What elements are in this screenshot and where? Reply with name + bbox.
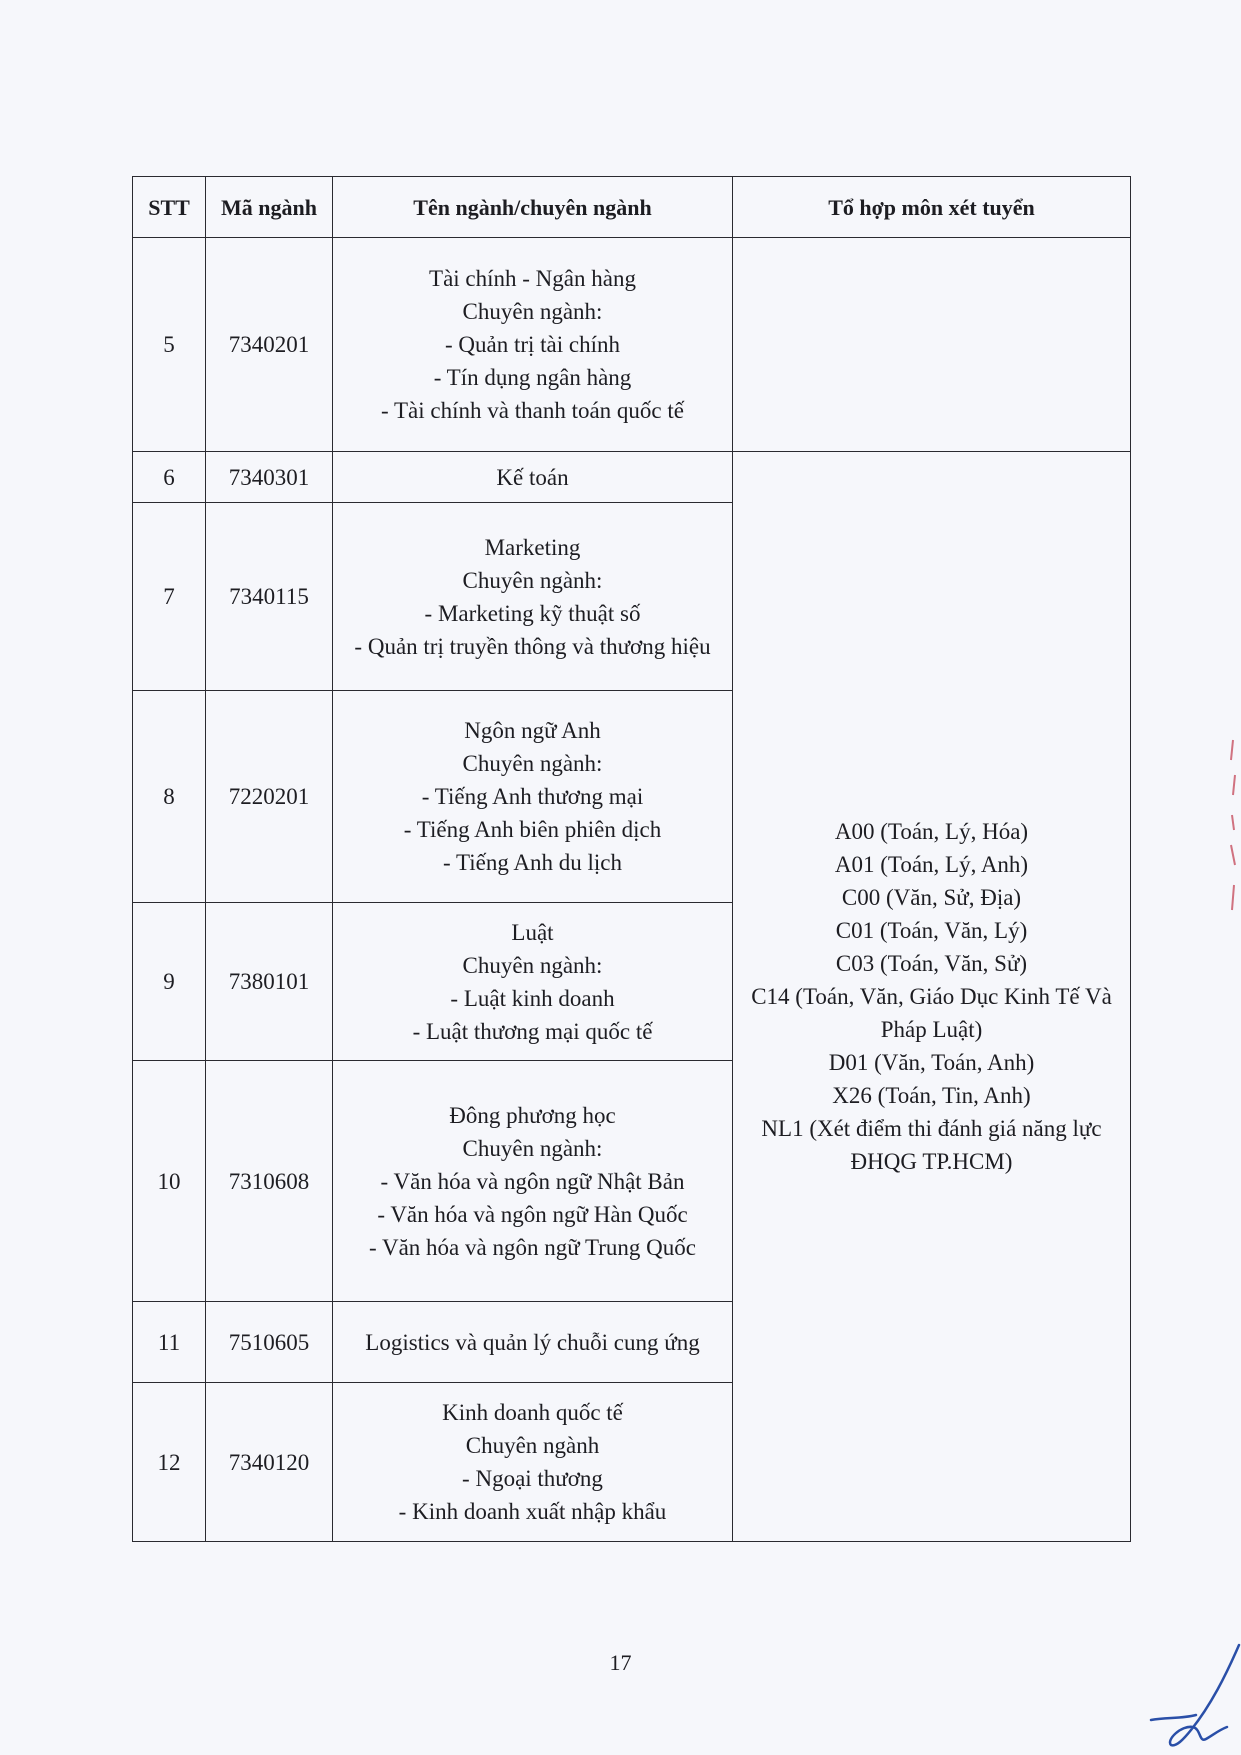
row-name [333, 1302, 733, 1383]
combo-line: X26 (Toán, Tin, Anh) [832, 1083, 1031, 1108]
header-code: Mã ngành [206, 177, 333, 238]
name-line: - Kinh doanh xuất nhập khẩu [398, 1499, 667, 1524]
name-line: Ngôn ngữ Anh [464, 718, 601, 743]
row-code: 7510605 [206, 1302, 333, 1383]
row-name [333, 452, 733, 503]
name-line: - Luật kinh doanh [450, 985, 615, 1011]
name-line: Chuyên ngành: [462, 299, 603, 324]
name-line: Đông phương học [449, 1102, 616, 1128]
combo-line: C00 (Văn, Sử, Địa) [841, 885, 1022, 910]
signature-mark [1131, 1635, 1241, 1755]
row-name [333, 1383, 733, 1542]
name-line: - Tài chính và thanh toán quốc tế [381, 398, 684, 423]
name-line: Chuyên ngành: [462, 1135, 603, 1161]
stamp-edge-mark [1225, 735, 1239, 935]
combo-line: C14 (Toán, Văn, Giáo Dục Kinh Tế Và Pháp Luật) [751, 984, 1112, 1042]
row-stt: 10 [133, 1061, 206, 1302]
name-line: Marketing [484, 534, 581, 560]
combos-cell [733, 452, 1131, 1542]
name-line: Logistics và quản lý chuỗi cung ứng [365, 1329, 700, 1355]
table-row [133, 238, 1131, 452]
row-code: 7220201 [206, 691, 333, 903]
row-stt: 8 [133, 691, 206, 903]
combo-line: C03 (Toán, Văn, Sử) [835, 951, 1028, 976]
row-name [333, 238, 733, 452]
name-line: - Văn hóa và ngôn ngữ Hàn Quốc [377, 1201, 688, 1227]
header-name: Tên ngành/chuyên ngành [333, 177, 733, 238]
name-line: Chuyên ngành: [462, 751, 603, 776]
row-stt: 12 [133, 1383, 206, 1542]
row-code: 7380101 [206, 903, 333, 1061]
row-code: 7340201 [206, 238, 333, 452]
combo-line: A00 (Toán, Lý, Hóa) [834, 819, 1029, 844]
row-stt: 6 [133, 452, 206, 503]
name-line: - Văn hóa và ngôn ngữ Trung Quốc [369, 1234, 696, 1260]
name-line: - Tiếng Anh thương mại [421, 784, 644, 809]
table-row [133, 452, 1131, 503]
row-code: 7340115 [206, 503, 333, 691]
name-line: - Quản trị tài chính [444, 332, 620, 357]
row-name [333, 903, 733, 1061]
name-line: Chuyên ngành: [462, 952, 603, 978]
name-line: Chuyên ngành [465, 1433, 600, 1458]
name-line: - Văn hóa và ngôn ngữ Nhật Bản [380, 1168, 685, 1194]
name-line: Tài chính - Ngân hàng [429, 266, 636, 291]
combo-line: A01 (Toán, Lý, Anh) [834, 852, 1029, 877]
row-code: 7340301 [206, 452, 333, 503]
row-combos-empty [733, 238, 1131, 452]
combo-line: D01 (Văn, Toán, Anh) [828, 1050, 1035, 1075]
row-code: 7340120 [206, 1383, 333, 1542]
name-line: - Marketing kỹ thuật số [424, 600, 641, 626]
admissions-table [132, 176, 1131, 1542]
row-stt: 7 [133, 503, 206, 691]
row-stt: 9 [133, 903, 206, 1061]
name-line: - Tiếng Anh du lịch [443, 850, 622, 875]
page-number: 17 [609, 1650, 632, 1675]
name-line: - Quản trị truyền thông và thương hiệu [354, 633, 711, 659]
combo-line: NL1 (Xét điểm thi đánh giá năng lực ĐHQG TP.HCM) [761, 1116, 1102, 1174]
combo-line: C01 (Toán, Văn, Lý) [835, 918, 1028, 943]
name-line: Kế toán [496, 464, 569, 490]
row-code: 7310608 [206, 1061, 333, 1302]
row-name [333, 503, 733, 691]
row-name [333, 691, 733, 903]
name-line: - Ngoại thương [462, 1466, 603, 1491]
name-line: Kinh doanh quốc tế [442, 1400, 623, 1425]
row-name [333, 1061, 733, 1302]
name-line: - Tiếng Anh biên phiên dịch [403, 817, 662, 842]
table-header-row [133, 177, 1131, 238]
name-line: - Tín dụng ngân hàng [433, 365, 632, 390]
header-combos: Tổ hợp môn xét tuyển [733, 177, 1131, 238]
name-line: - Luật thương mại quốc tế [412, 1018, 653, 1044]
row-stt: 5 [133, 238, 206, 452]
name-line: Luật [511, 919, 554, 945]
header-stt: STT [133, 177, 206, 238]
name-line: Chuyên ngành: [462, 567, 603, 593]
row-stt: 11 [133, 1302, 206, 1383]
